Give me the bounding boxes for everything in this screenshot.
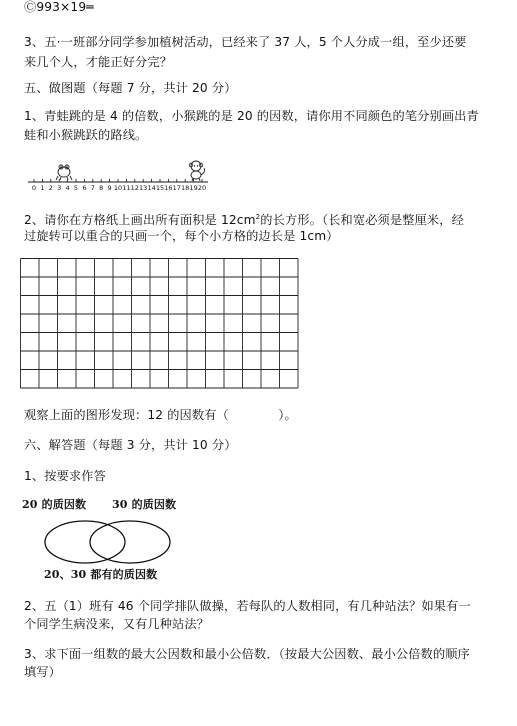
number-line-label: 3 (57, 184, 62, 192)
number-line-label: 20 (197, 184, 207, 192)
number-line (28, 160, 213, 192)
number-line-label: 9 (107, 184, 112, 192)
frog-icon (56, 165, 72, 180)
number-line-label: 6 (82, 184, 87, 192)
number-line-label: 19 (189, 184, 198, 192)
number-line-label: 7 (90, 184, 95, 192)
monkey-icon (189, 161, 204, 181)
number-line-label: 1 (40, 184, 45, 192)
number-line-label: 2 (48, 184, 53, 192)
top-fragment: Ⓒ993×19═ (24, 0, 94, 14)
q3-line2: 来几个人，才能正好分完？ (24, 55, 173, 69)
venn-diagram (40, 518, 180, 568)
s6-q3-line1: 3、求下面一组数的最大公因数和最小公倍数．（按最大公因数、最小公倍数的顺序 (24, 647, 470, 661)
number-line-label: 16 (164, 184, 173, 192)
s6-q1: 1、按要求作答 (24, 469, 106, 483)
s6-q3-line2: 填写） (24, 665, 62, 679)
square-grid (20, 258, 300, 398)
number-line-label: 15 (155, 184, 165, 192)
venn-bottom-label: 20、30 都有的质因数 (44, 568, 158, 581)
observe-line: 观察上面的图形发现：12 的因数有（ ）。 (24, 408, 297, 422)
number-line-label: 5 (73, 184, 79, 192)
s5-q1-line1: 1、青蛙跳的是 4 的倍数，小猴跳的是 20 的因数，请你用不同颜色的笔分别画出青 (24, 109, 479, 123)
q3-line1: 3、五·一班部分同学参加植树活动，已经来了 37 人，5 个人分成一组，至少还要 (24, 35, 467, 49)
s6-q2-line1: 2、五（1）班有 46 个同学排队做操，若每队的人数相同，有几种站法？如果有一 (24, 599, 471, 613)
number-line-label: 14 (147, 184, 156, 192)
s6-q2-line2: 个同学生病没来，又有几种站法？ (24, 617, 210, 631)
superscript-2: 2 (255, 213, 261, 221)
number-line-label: 13 (139, 184, 148, 192)
s5-q1-line2: 蛙和小猴跳跃的路线。 (24, 128, 148, 142)
venn-left-circle (45, 521, 125, 563)
number-line-label: 0 (31, 184, 37, 192)
section5-title: 五、做图题（每题 7 分，共计 20 分） (24, 81, 237, 95)
venn-right-circle (90, 521, 170, 563)
s5-q2-text-b: 的长方形。（长和宽必须是整厘米，经 (260, 213, 464, 227)
number-line-label: 8 (99, 184, 104, 192)
number-line-label: 11 (122, 184, 131, 192)
number-line-label: 12 (130, 184, 139, 192)
s5-q2-text-a: 2、请你在方格纸上画出所有面积是 12cm (24, 213, 256, 227)
number-line-label: 10 (113, 184, 123, 192)
s5-q2-line2: 过旋转可以重合的只画一个，每个小方格的边长是 1cm） (24, 229, 339, 243)
venn-right-label: 30 的质因数 (112, 498, 177, 511)
number-line-label: 17 (172, 184, 181, 192)
section6-title: 六、解答题（每题 3 分，共计 10 分） (24, 438, 237, 452)
venn-left-label: 20 的质因数 (22, 498, 87, 511)
number-line-label: 4 (65, 184, 70, 192)
number-line-label: 18 (181, 184, 190, 192)
